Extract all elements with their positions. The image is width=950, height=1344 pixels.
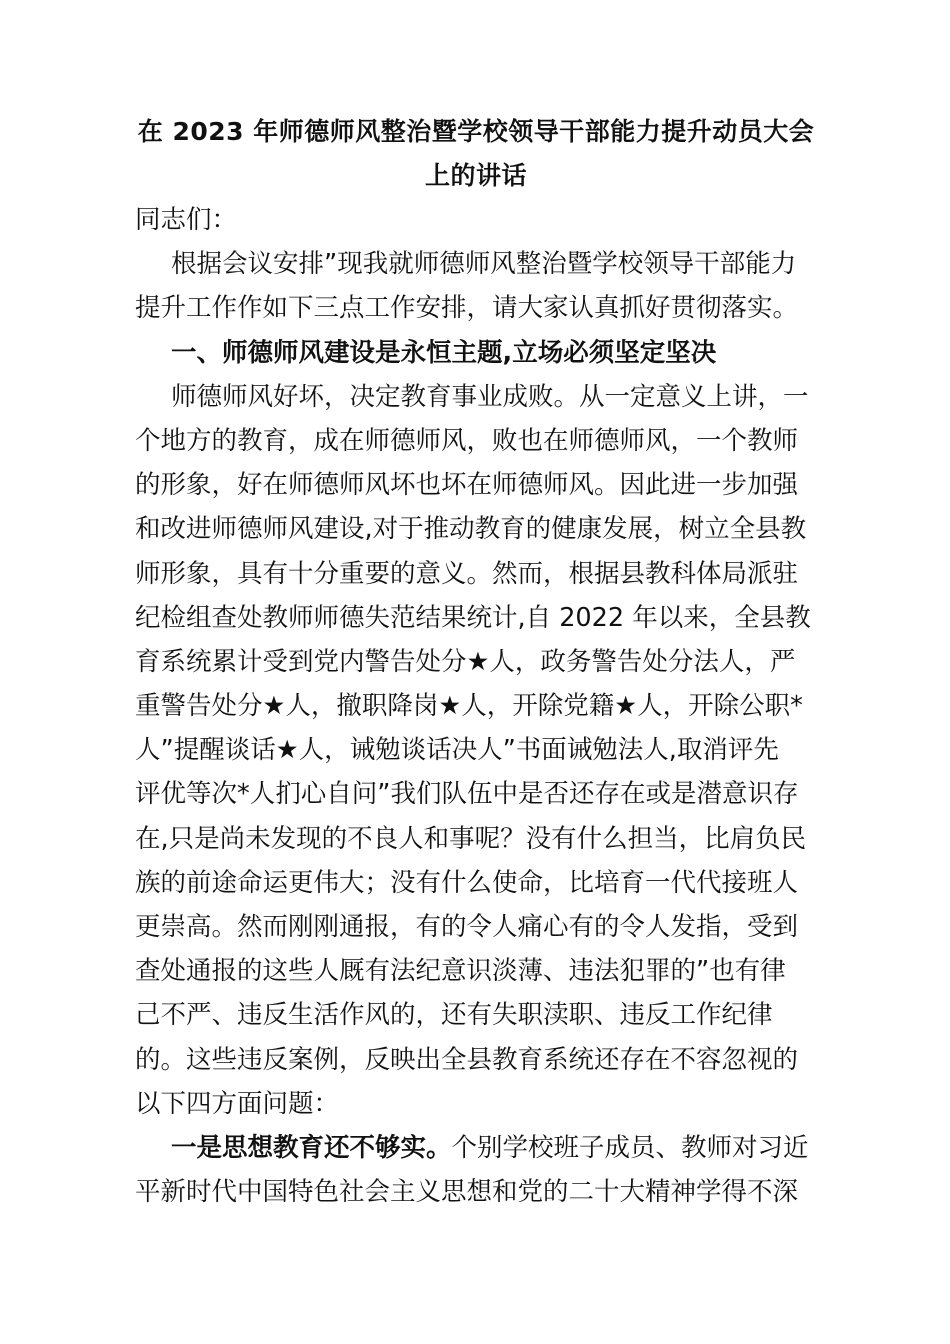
document-title-line-2: 上的讲话 bbox=[424, 161, 527, 190]
point-one-text: 个别学校班子成员、教师对习近 bbox=[451, 1132, 809, 1163]
intro-line: 根据会议安排”现我就师德师风整治暨学校领导干部能力 bbox=[171, 249, 797, 280]
body-line: 在,只是尚未发现的不良人和事呢？没有什么担当，比肩负民 bbox=[135, 823, 807, 854]
body-line: 平新时代中国特色社会主义思想和党的二十大精神学得不深 bbox=[135, 1177, 799, 1208]
body-line: 评优等次*人扪心自问”我们队伍中是否还存在或是潜意识存 bbox=[135, 779, 799, 810]
body-line: 育系统累计受到党内警告处分★人，政务警告处分法人，严 bbox=[135, 646, 796, 677]
intro-line: 提升工作作如下三点工作安排，请大家认真抓好贯彻落实。 bbox=[135, 293, 799, 324]
body-line: 和改进师德师风建设,对于推动教育的健康发展，树立全县教 bbox=[135, 514, 807, 545]
body-line: 查处通报的这些人厩有法纪意识淡薄、违法犯罪的”也有律 bbox=[135, 956, 786, 987]
body-line: 族的前途命运更伟大；没有什么使命，比培育一代代接班人 bbox=[135, 867, 799, 898]
body-line: 的。这些违反案例，反映出全县教育系统还存在不容忽视的 bbox=[135, 1044, 799, 1075]
body-line: 师形象，具有十分重要的意义。然而，根据县教科体局派驻 bbox=[135, 558, 799, 589]
body-line: 个地方的教育，成在师德师风，败也在师德师风，一个教师 bbox=[135, 425, 799, 456]
body-line: 纪检组查处教师师德失范结果统计,自 2022 年以来，全县教 bbox=[135, 602, 811, 633]
document-title-line-1: 在 2023 年师德师风整治暨学校领导干部能力提升动员大会 bbox=[137, 117, 815, 146]
body-line: 人”提醒谈话★人，诫勉谈话决人”书面诫勉法人,取消评先 bbox=[135, 735, 779, 766]
body-line: 以下四方面问题： bbox=[135, 1088, 340, 1119]
body-line: 的形象，好在师德师风坏也坏在师德师风。因此进一步加强 bbox=[135, 470, 799, 501]
section-heading: 一、师德师风建设是永恒主题,立场必须坚定坚决 bbox=[171, 337, 717, 368]
body-line: 师德师风好坏，决定教育事业成败。从一定意义上讲，一 bbox=[171, 381, 809, 412]
point-one-lead: 一是思想教育还不够实。 bbox=[171, 1132, 452, 1163]
body-line: 重警告处分★人，撤职降岗★人，开除党籍★人，开除公职* bbox=[135, 691, 803, 722]
salutation: 同志们： bbox=[135, 205, 238, 235]
point-one-line bbox=[135, 1126, 817, 1170]
body-line: 更崇高。然而刚刚通报，有的令人痛心有的令人发指，受到 bbox=[135, 912, 799, 942]
document-page bbox=[135, 110, 817, 1214]
body-line: 己不严、违反生活作风的，还有失职渎职、违反工作纪律 bbox=[135, 1000, 773, 1031]
